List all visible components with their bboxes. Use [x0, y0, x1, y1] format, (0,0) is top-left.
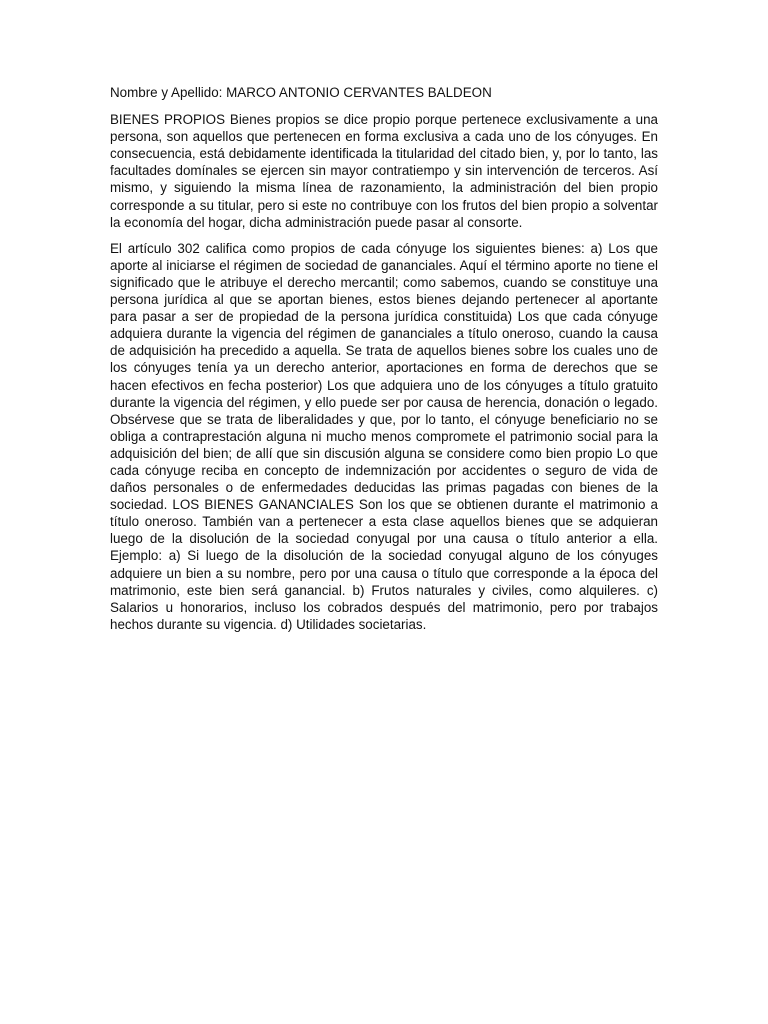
document-body	[110, 84, 658, 642]
paragraph-bienes-propios: BIENES PROPIOS Bienes propios se dice propio porque pertenece exclusivamente a una persona, son aquellos que pertenecen en forma exclusiva a cada uno de los cónyuges. En consecuencia, está debidamente identificada la titularidad del citado bien, y, por lo tanto, las facultades domínales se ejercen sin mayor contratiempo y sin intervención de terceros. Así mismo, y siguiendo la misma línea de razonamiento, la administración del bien propio corresponde a su titular, pero si este no contribuye con los frutos del bien propio a solventar la economía del hogar, dicha administración puede pasar al consorte.	[110, 112, 658, 230]
author-name-line: Nombre y Apellido: MARCO ANTONIO CERVANTES BALDEON	[110, 85, 492, 100]
paragraph-articulo-302: El artículo 302 califica como propios de cada cónyuge los siguientes bienes: a) Los que aporte al iniciarse el régimen de sociedad de gananciales. Aquí el término aporte no tiene el significado que le atribuye el derecho mercantil; como sabemos, cuando se constituye una persona jurídica al que se aportan bienes, estos bienes dejando pertenecer al aportante para pasar a ser de propiedad de la persona jurídica constituida) Los que cada cónyuge adquiera durante la vigencia del régimen de gananciales a título oneroso, cuando la causa de adquisición ha precedido a aquella. Se trata de aquellos bienes sobre los cuales uno de los cónyuges tenía ya un derecho anterior, aportaciones en forma de derechos que se hacen efectivos en fecha posterior) Los que adquiera uno de los cónyuges a título gratuito durante la vigencia del régimen, y ello puede ser por causa de herencia, donación o legado. Obsérvese que se trata de liberalidades y que, por lo tanto, el cónyuge beneficiario no se obliga a contraprestación alguna ni mucho menos compromete el patrimonio social para la adquisición del bien; de allí que sin discusión alguna se considere como bien propio Lo que cada cónyuge reciba en concepto de indemnización por accidentes o seguro de vida de daños personales o de enfermedades deducidas las primas pagadas con bienes de la sociedad. LOS BIENES GANANCIALES Son los que se obtienen durante el matrimonio a título oneroso. También van a pertenecer a esta clase aquellos bienes que se adquieran luego de la disolución de la sociedad conyugal por una causa o título anterior a ella. Ejemplo: a) Si luego de la disolución de la sociedad conyugal alguno de los cónyuges adquiere un bien a su nombre, pero por una causa o título que corresponde a la época del matrimonio, este bien será ganancial. b) Frutos naturales y civiles, como alquileres. c) Salarios u honorarios, incluso los cobrados después del matrimonio, pero por trabajos hechos durante su vigencia. d) Utilidades societarias.	[110, 240, 658, 632]
